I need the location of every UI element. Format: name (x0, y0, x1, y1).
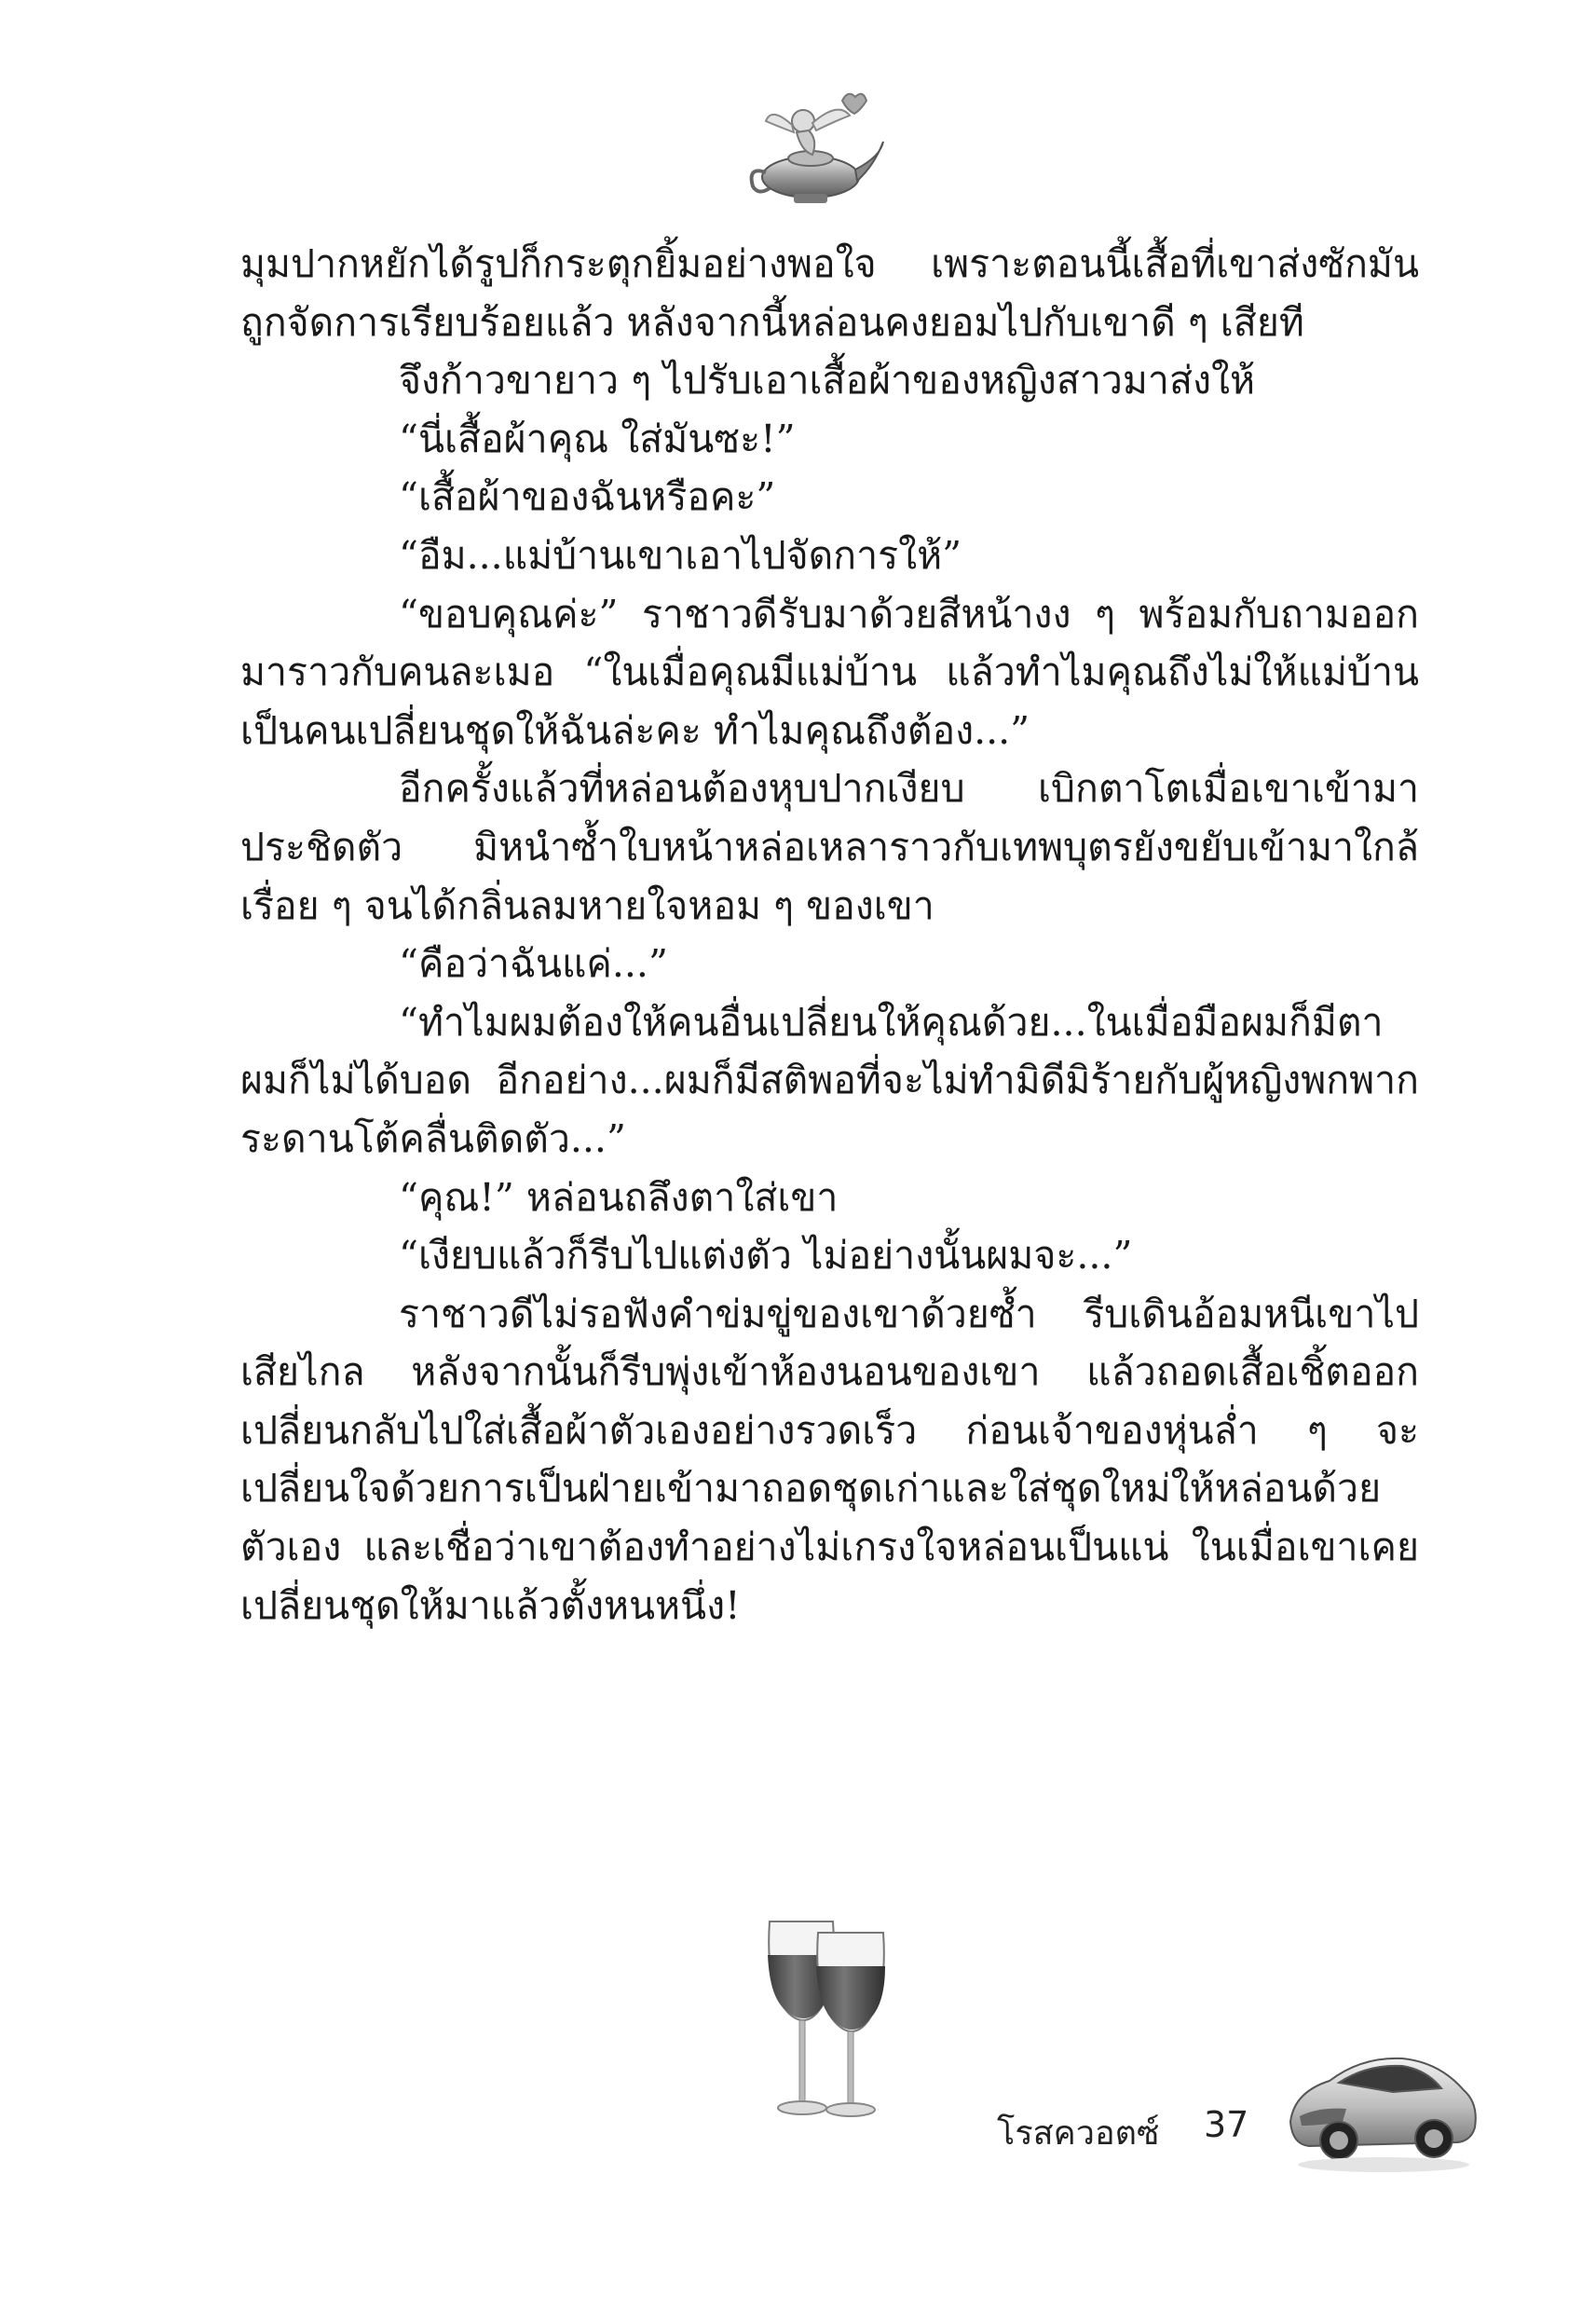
paragraph-5: “อืม...แม่บ้านเขาเอาไปจัดการให้” (399, 532, 962, 578)
paragraph-9: “ทำไมผมต้องให้คนอื่นเปลี่ยนให้คุณด้วย...ในเมื่อมือผมก็มีตาผมก็ไม่ได้บอด อีกอย่าง...ผมก็มีสติพอที่จะไม่ทำมิดีมิร้ายกับผู้หญิงพกพากระดานโต้คลื่นติดตัว...” (240, 999, 1419, 1161)
cupid-teapot-icon (745, 84, 885, 214)
paragraph-12: ราชาวดีไม่รอฟังคำข่มขู่ของเขาด้วยซ้ำ รีบเดินอ้อมหนีเขาไปเสียไกล หลังจากนั้นก็รีบพุ่งเข้าห้องนอนของเขา แล้วถอดเสื้อเชิ้ตออกเปลี่ยนกลับไปใส่เสื้อผ้าตัวเองอย่างรวดเร็ว ก่อนเจ้าของหุ่นล่ำ ๆ จะเปลี่ยนใจด้วยการเป็นฝ่ายเข้ามาถอดชุดเก่าและใส่ชุดใหม่ให้หล่อนด้วยตัวเอง และเชื่อว่าเขาต้องทำอย่างไม่เกรงใจหล่อนเป็นแน่ ในเมื่อเขาเคยเปลี่ยนชุดให้มาแล้วตั้งหนหนึ่ง! (240, 1291, 1419, 1628)
paragraph-6: “ขอบคุณค่ะ” ราชาวดีรับมาด้วยสีหน้างง ๆ พร้อมกับถามออกมาราวกับคนละเมอ “ในเมื่อคุณมีแม่บ้าน แล้วทำไมคุณถึงไม่ให้แม่บ้านเป็นคนเปลี่ยนชุดให้ฉันล่ะคะ ทำไมคุณถึงต้อง...” (240, 591, 1419, 753)
paragraph-1: มุมปากหยักได้รูปก็กระตุกยิ้มอย่างพอใจ เพราะตอนนี้เสื้อที่เขาส่งซักมันถูกจัดการเรียบร้อยแล้ว หลังจากนี้หล่อนคงยอมไปกับเขาดี ๆ เสียที (240, 241, 1419, 345)
paragraph-7: อีกครั้งแล้วที่หล่อนต้องหุบปากเงียบ เบิกตาโตเมื่อเขาเข้ามาประชิดตัว มิหนำซ้ำใบหน้าหล่อเหลาราวกับเทพบุตรยังขยับเข้ามาใกล้เรื่อย ๆ จนได้กลิ่นลมหายใจหอม ๆ ของเขา (240, 766, 1419, 928)
sports-car-icon (1281, 2036, 1481, 2176)
wine-glasses-icon (762, 1910, 893, 2125)
paragraph-3: “นี่เสื้อผ้าคุณ ใส่มันซะ!” (399, 416, 796, 461)
book-title: โรสควอตซ์ (997, 2114, 1160, 2153)
paragraph-10: “คุณ!” หล่อนถลึงตาใส่เขา (399, 1174, 839, 1220)
paragraph-11: “เงียบแล้วก็รีบไปแต่งตัว ไม่อย่างนั้นผมจะ...” (399, 1233, 1133, 1279)
page-number: 37 (1204, 2104, 1249, 2145)
story-text (240, 235, 1419, 1634)
paragraph-2: จึงก้าวขายาว ๆ ไปรับเอาเสื้อผ้าของหญิงสาวมาส่งให้ (399, 358, 1256, 403)
paragraph-4: “เสื้อผ้าของฉันหรือคะ” (399, 474, 776, 520)
paragraph-8: “คือว่าฉันแค่...” (399, 941, 668, 987)
